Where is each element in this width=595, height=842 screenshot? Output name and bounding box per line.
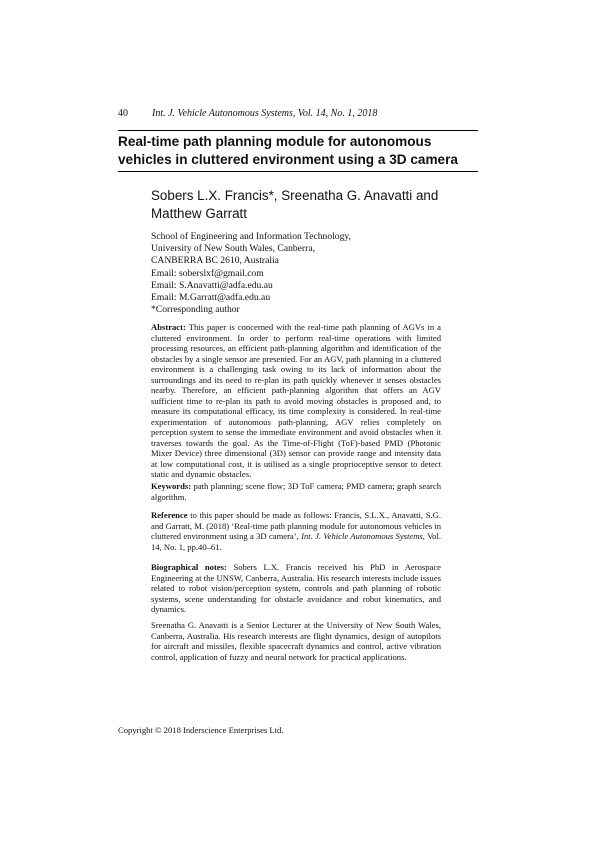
- copyright-notice: Copyright © 2018 Inderscience Enterprises Ltd.: [118, 725, 284, 735]
- abstract: [151, 322, 441, 480]
- bio-label: Biographical notes:: [151, 562, 227, 572]
- affiliation-block: [151, 231, 481, 316]
- paper-title: Real-time path planning module for autonomous vehicles in cluttered environment using a 3D camera: [118, 134, 458, 167]
- abstract-text: This paper is concerned with the real-time path planning of AGVs in a cluttered environment. In order to perform real-time operations with limited processing resources, an efficient path-planning algorithm and identification of the obstacles by a single sensor are presented. For an AGV, path planning in a cluttered environment is a challenging task owing to its lack of information about the surroundings and its need to re-plan its path quickly whenever it senses obstacles nearby. Therefore, an efficient path-planning algorithm that offers an AGV sufficient time to re-plan its path to avoid moving obstacles is proposed and, to measure its computational efficacy, its time complexity is considered. In real-time experimentation of autonomous path-planning, AGV relies completely on perception system to sense the immediate environment and avoid obstacles when it traverses towards the goal. As the Time-of-Flight (ToF)-based PMD (Photonic Mixer Device) three dimensional (3D) sensor can provide range and intensity data at low computational cost, it is utilised as a single proprioceptive sensor to detect static and dynamic obstacles.: [151, 322, 441, 479]
- reference-text: to this paper should be made as follows: Francis, S.L.X., Anavatti, S.G. and Garratt, M. (2018) ‘Real-time path planning module for autonomous vehicles in cluttered environment using a 3D camera’,: [151, 510, 441, 541]
- page-number: 40: [118, 108, 128, 119]
- affiliation-line: University of New South Wales, Canberra,: [151, 243, 315, 255]
- author-list: Sobers L.X. Francis*, Sreenatha G. Anavatti and Matthew Garratt: [151, 188, 439, 221]
- email-line: Email: M.Garratt@adfa.edu.au: [151, 292, 271, 304]
- title-rule-top: [118, 130, 478, 131]
- title-rule-bottom: [118, 171, 478, 172]
- reference-journal: Int. J. Vehicle Autonomous Systems: [301, 531, 423, 541]
- running-header: [118, 108, 478, 120]
- affiliation-line: CANBERRA BC 2610, Australia: [151, 255, 279, 267]
- journal-citation: Int. J. Vehicle Autonomous Systems, Vol. 14, No. 1, 2018: [152, 108, 378, 119]
- keywords-label: Keywords:: [151, 481, 192, 491]
- abstract-label: Abstract:: [151, 322, 186, 332]
- keywords: [151, 481, 441, 502]
- reference-volume: , Vol. 14, No. 1, pp.40–61.: [151, 531, 442, 552]
- corresponding-author-note: *Corresponding author: [151, 304, 240, 316]
- bio-text: Sobers L.X. Francis received his PhD in Aerospace Engineering at the UNSW, Canberra, Australia. His research interests include issues related to robot vision/perception system, controls and path planning of robotic systems, scene understanding for obstacle avoidance and robot kinematics, and dynamics.: [151, 562, 441, 614]
- citation-reference: [151, 510, 441, 552]
- biographical-note-anavatti: [151, 620, 441, 662]
- email-line: Email: S.Anavatti@adfa.edu.au: [151, 279, 273, 291]
- reference-label: Reference: [151, 510, 188, 520]
- bio-text: Sreenatha G. Anavatti is a Senior Lecturer at the University of New South Wales, Canberra, Australia. His research interests are flight dynamics, design of autopilots for aircraft and missiles, flexible spacecraft dynamics and control, active vibration control, application of fuzzy and neural network for practical applications.: [151, 620, 441, 662]
- email-line: Email: soberslxf@gmail.com: [151, 267, 264, 279]
- biographical-note-francis: [151, 562, 441, 615]
- affiliation-line: School of Engineering and Information Technology,: [151, 231, 351, 242]
- keywords-text: path planning; scene flow; 3D ToF camera; PMD camera; graph search algorithm.: [151, 481, 441, 502]
